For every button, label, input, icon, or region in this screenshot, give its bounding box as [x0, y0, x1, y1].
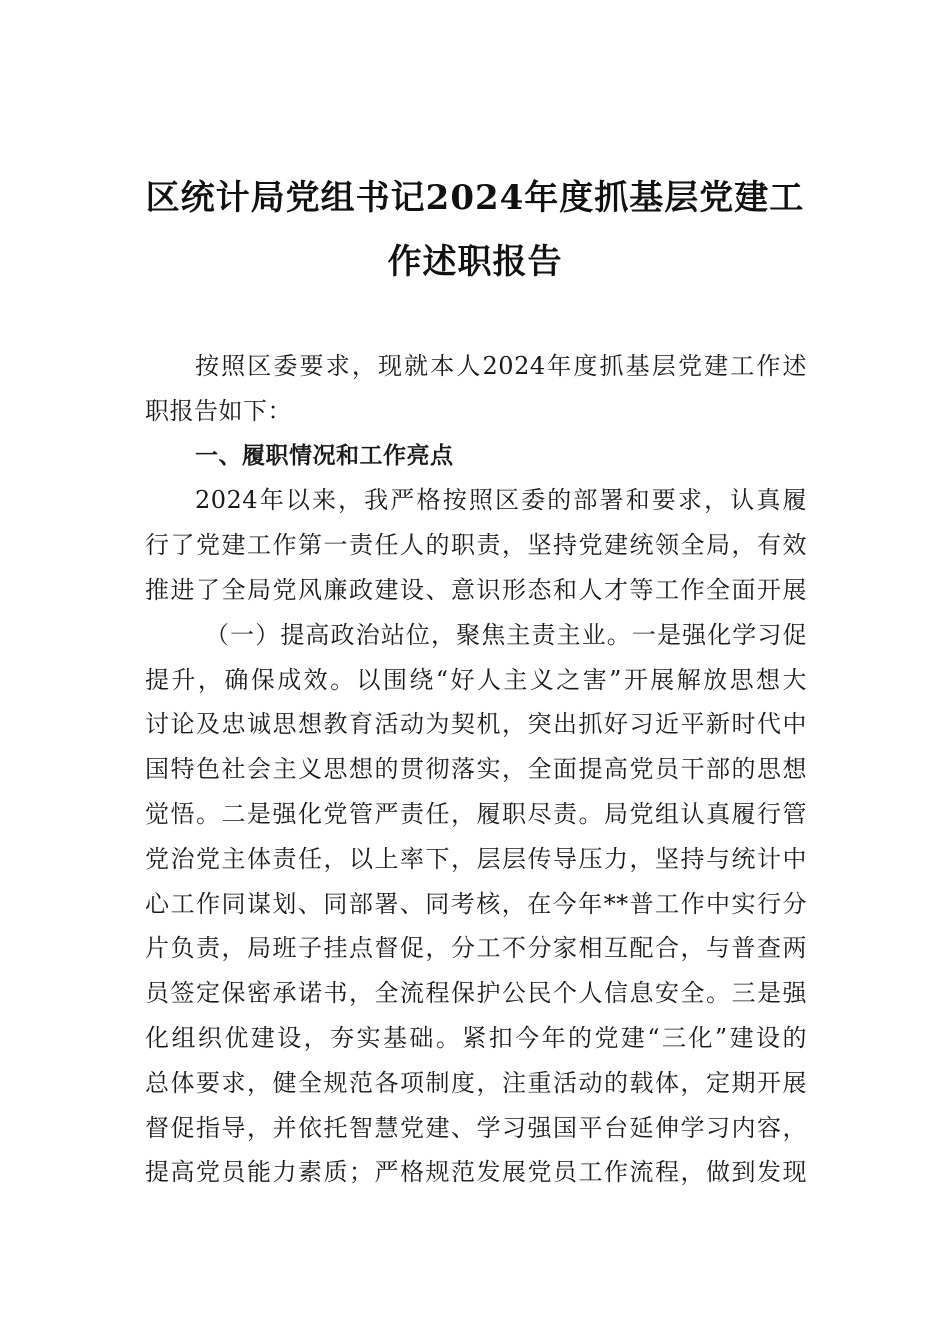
title-line-1: 区统计局党组书记2024年度抓基层党建工: [145, 178, 805, 218]
document-title: [140, 166, 810, 294]
section-heading: 一、履职情况和工作亮点: [195, 442, 454, 469]
intro-line-1: 按照区委要求，现就本人2024年度抓基层党建工作述: [195, 352, 807, 380]
para2-line-10: 化组织优建设，夯实基础。紧扣今年的党建“三化”建设的: [145, 1023, 807, 1052]
para2-line-8: 片负责，局班子挂点督促，分工不分家相互配合，与普查两: [145, 934, 807, 963]
para2-line-11: 总体要求，健全规范各项制度，注重活动的载体，定期开展: [145, 1068, 807, 1097]
para2-line-5: 觉悟。二是强化党管严责任，履职尽责。局党组认真履行管: [145, 799, 807, 828]
para1-line-3: 推进了全局党风廉政建设、意识形态和人才等工作全面开展: [145, 575, 807, 604]
para1-line-1: 2024年以来，我严格按照区委的部署和要求，认真履: [195, 486, 807, 515]
para2-line-9: 员签定保密承诺书，全流程保护公民个人信息安全。三是强: [145, 979, 807, 1008]
para2-line-4: 国特色社会主义思想的贯彻落实，全面提高党员干部的思想: [145, 755, 807, 784]
para2-line-2: 提升，确保成效。以围绕“好人主义之害”开展解放思想大: [145, 665, 807, 694]
para2-line-13: 提高党员能力素质；严格规范发展党员工作流程，做到发现: [145, 1158, 807, 1187]
para2-line-12: 督促指导，并依托智慧党建、学习强国平台延伸学习内容，: [145, 1113, 807, 1142]
intro-line-2: 职报告如下：: [145, 396, 292, 425]
document-body: [145, 344, 807, 1195]
para2-line-6: 党治党主体责任，以上率下，层层传导压力，坚持与统计中: [145, 844, 807, 873]
para2-line-7: 心工作同谋划、同部署、同考核，在今年**普工作中实行分: [145, 889, 807, 918]
para2-line-3: 讨论及忠诚思想教育活动为契机，突出抓好习近平新时代中: [145, 710, 807, 739]
para2-line-1: （一）提高政治站位，聚焦主责主业。一是强化学习促: [205, 620, 807, 649]
para1-line-2: 行了党建工作第一责任人的职责，坚持党建统领全局，有效: [145, 531, 807, 560]
title-line-2: 作述职报告: [387, 242, 563, 282]
